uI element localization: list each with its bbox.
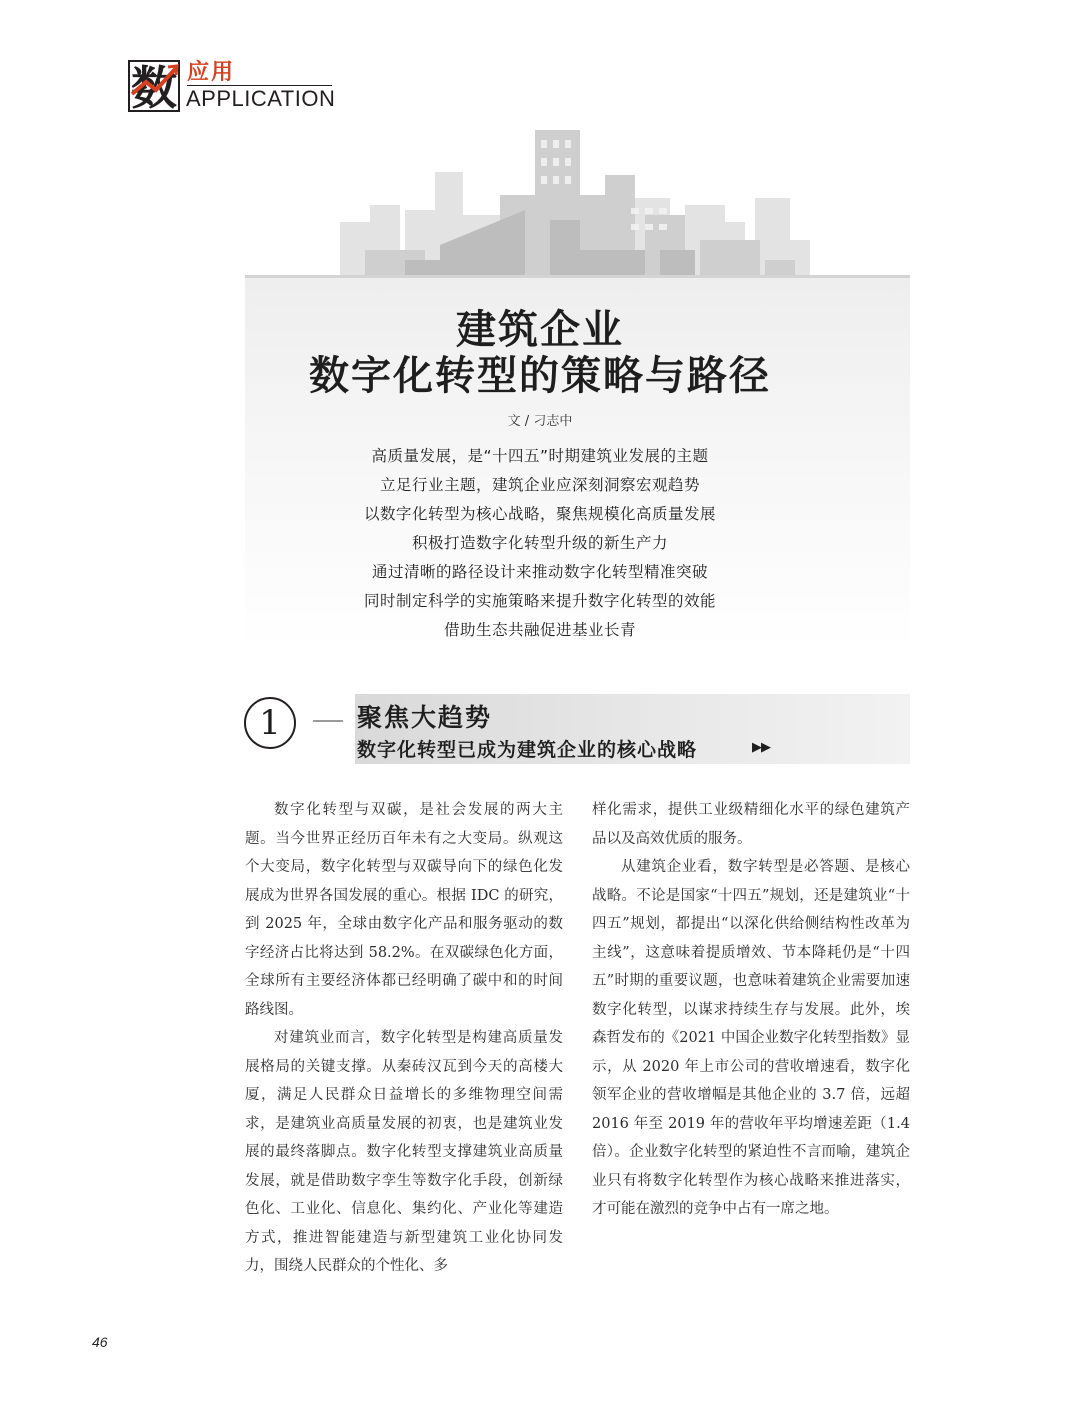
body-paragraph-continued: 样化需求，提供工业级精细化水平的绿色建筑产品以及高效优质的服务。 xyxy=(592,802,910,847)
section-label-cn: 应用 xyxy=(187,60,236,85)
body-column-left xyxy=(245,796,563,1281)
lede-line: 通过清晰的路径设计来推动数字化转型精准突破 xyxy=(371,563,708,581)
lede-list xyxy=(0,442,1080,645)
lede-line: 积极打造数字化转型升级的新生产力 xyxy=(411,534,668,552)
body-paragraph: 从建筑企业看，数字转型是必答题、是核心战略。不论是国家“十四五”规划，还是建筑业“十四五”规划，都提出“以深化供给侧结构性改革为主线”，这意味着提质增效、节本降耗仍是“十四五”时期的重要议题，也意味着建筑企业需要加速数字化转型，以谋求持续生存与发展。此外，埃森哲发布的《2021 中国企业数字化转型指数》显示，从 2020 年上市公司的营收增速看，数字化领军企业的营收增幅是其他企业的 3.7 倍，远超 2016 年至 2019 年的营收年平均增速差距（1.4 倍）。企业数字化转型的紧迫性不言而喻，建筑企业只有将数字化转型作为核心战略来推进落实，才可能在激烈的竞争中占有一席之地。 xyxy=(592,859,910,1217)
lede-line: 借助生态共融促进基业长青 xyxy=(443,621,636,639)
author-byline: 文 / 刁志中 xyxy=(507,414,573,429)
section-dash xyxy=(313,720,343,722)
double-arrow-icon: ▶▶ xyxy=(752,740,770,755)
lede-line: 高质量发展，是“十四五”时期建筑业发展的主题 xyxy=(371,447,709,465)
lede-line: 同时制定科学的实施策略来提升数字化转型的效能 xyxy=(363,592,716,610)
page-number: 46 xyxy=(92,1334,108,1350)
magazine-logo-icon xyxy=(128,60,180,112)
city-skyline-illustration xyxy=(245,110,910,285)
body-paragraph: 数字化转型与双碳，是社会发展的两大主题。当今世界正经历百年未有之大变局。纵观这个大变局，数字化转型与双碳导向下的绿色化发展成为世界各国发展的重心。根据 IDC 的研究，到 2025 年，全球由数字化产品和服务驱动的数字经济占比将达到 58.2%。在双碳绿色化方面，全球所有主要经济体都已经明确了碳中和的时间路线图。 xyxy=(245,802,563,1018)
lede-line: 以数字化转型为核心战略，聚焦规模化高质量发展 xyxy=(363,505,716,523)
section-number: 1 xyxy=(244,697,296,749)
article-title-line1: 建筑企业 xyxy=(456,307,624,353)
logo-glyph: 数 xyxy=(131,61,177,112)
section-subtitle: 数字化转型已成为建筑企业的核心战略 xyxy=(357,739,698,761)
article-title-line2: 数字化转型的策略与路径 xyxy=(309,353,771,399)
section-title: 聚焦大趋势 xyxy=(357,703,493,732)
lede-line: 立足行业主题，建筑企业应深刻洞察宏观趋势 xyxy=(379,476,700,494)
section-label-en: APPLICATION xyxy=(186,86,336,111)
body-column-right xyxy=(592,796,910,1224)
body-paragraph: 对建筑业而言，数字化转型是构建高质量发展格局的关键支撑。从秦砖汉瓦到今天的高楼大厦，满足人民群众日益增长的多维物理空间需求，是建筑业高质量发展的初衷，也是建筑业发展的最终落脚点。数字化转型支撑建筑业高质量发展，就是借助数字孪生等数字化手段，创新绿色化、工业化、信息化、集约化、产业化等建造方式，推进智能建造与新型建筑工业化协同发力，围绕人民群众的个性化、多 xyxy=(245,1030,563,1274)
